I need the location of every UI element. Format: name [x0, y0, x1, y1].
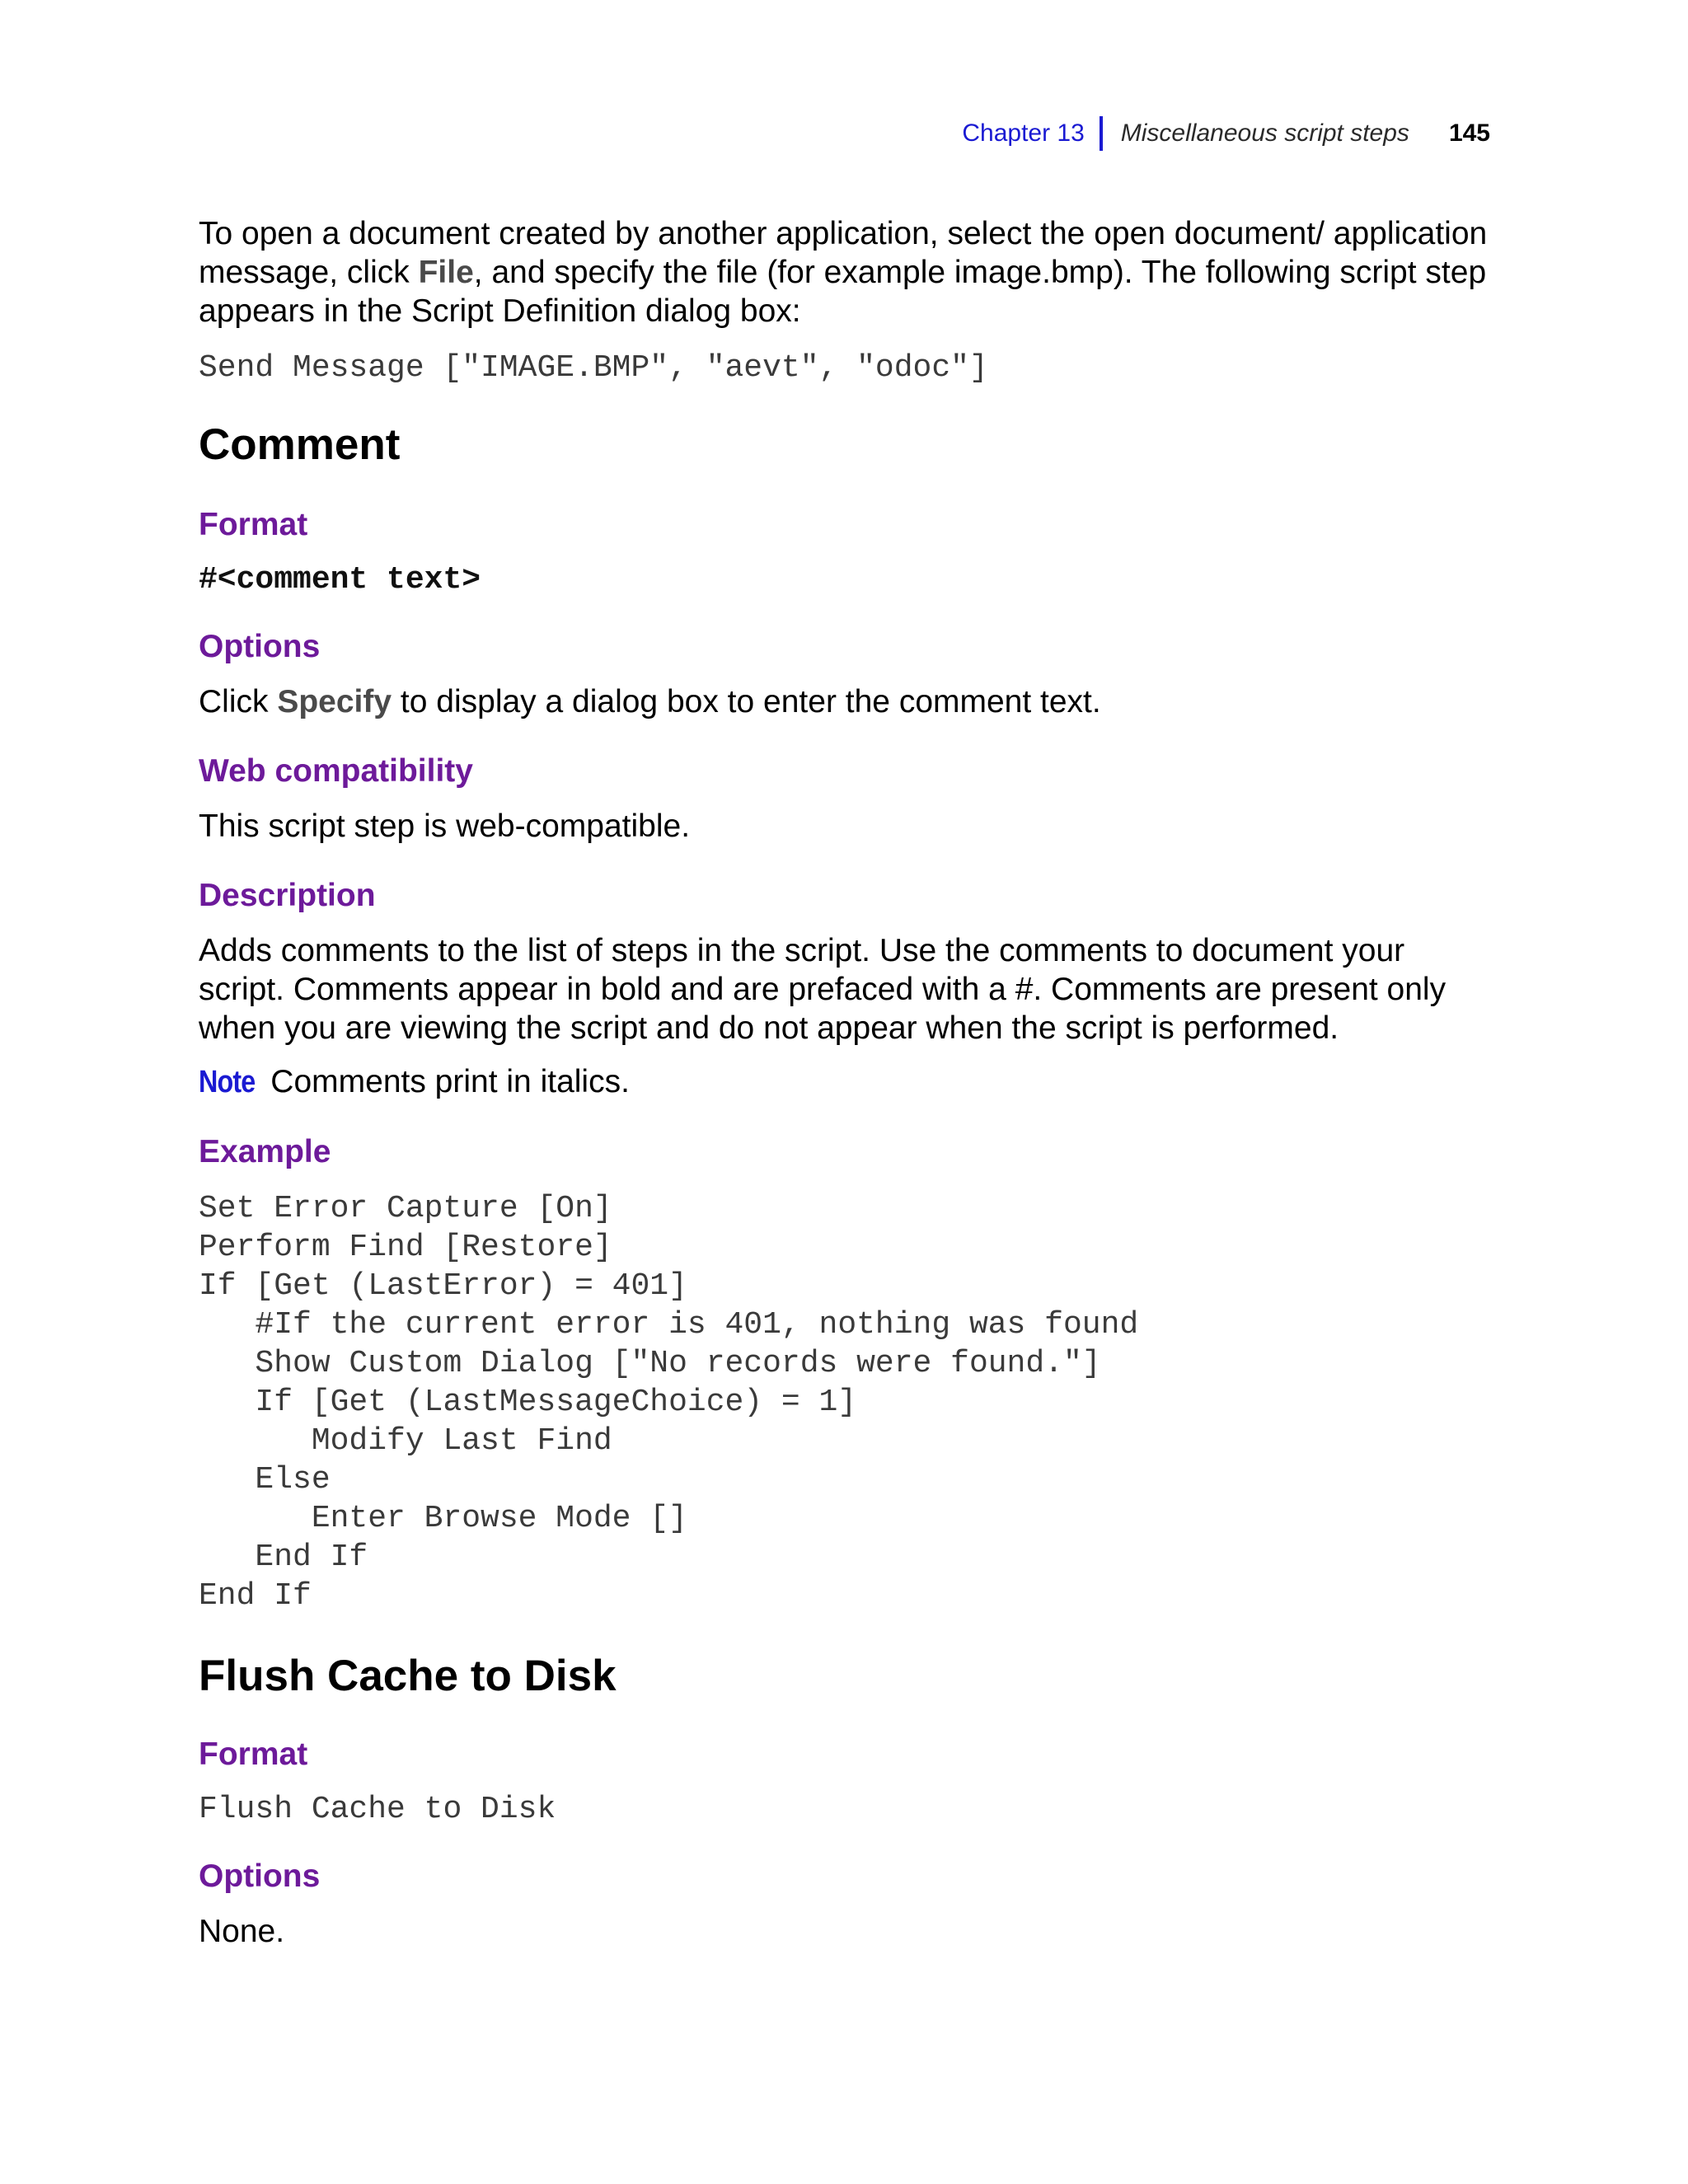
intro-paragraph [199, 214, 1493, 330]
comment-format-code: #<comment text> [199, 562, 481, 598]
example-code-line: Show Custom Dialog ["No records were found."] [199, 1346, 1101, 1381]
comment-web-text: This script step is web-compatible. [199, 808, 691, 844]
header-divider [1100, 116, 1103, 151]
note-label: Note [199, 1065, 256, 1099]
page-header [962, 114, 1490, 153]
example-code-line: Else [199, 1462, 331, 1497]
intro-text-before: To open a document created by another application, select the open document/ application message, click [199, 216, 1488, 290]
comment-options-heading: Options [199, 629, 321, 664]
comment-example-code [199, 1189, 1493, 1615]
comment-example-heading: Example [199, 1134, 331, 1169]
comment-options-before: Click [199, 684, 278, 719]
example-code-line: #If the current error is 401, nothing was found [199, 1307, 1139, 1343]
flush-options-heading: Options [199, 1858, 321, 1894]
flush-title: Flush Cache to Disk [199, 1652, 617, 1700]
comment-options-bold: Specify [277, 684, 392, 719]
example-code-line: Modify Last Find [199, 1423, 612, 1459]
comment-options-text [199, 682, 1493, 721]
example-code-line: If [Get (LastError) = 401] [199, 1268, 687, 1304]
comment-description-text: Adds comments to the list of steps in the script. Use the comments to document your script. Comments appear in bold and are prefaced with a #. Comments are present only when you are viewing the script and do not appear when the script is performed. [199, 933, 1447, 1046]
note-text: Comments print in italics. [270, 1064, 630, 1099]
flush-format-heading: Format [199, 1736, 308, 1772]
comment-description-heading: Description [199, 878, 376, 913]
example-code-line: If [Get (LastMessageChoice) = 1] [199, 1385, 857, 1420]
flush-format-code: Flush Cache to Disk [199, 1792, 556, 1827]
page-content [199, 214, 1493, 1951]
comment-options-after: to display a dialog box to enter the comment text. [392, 684, 1101, 719]
example-code-line: Enter Browse Mode [] [199, 1501, 687, 1536]
comment-title: Comment [199, 420, 401, 469]
intro-text-after: , and specify the file (for example image.bmp). The following script step appears in the Script Definition dialog box: [199, 255, 1487, 329]
comment-note [199, 1062, 1493, 1102]
example-code-line: End If [199, 1540, 368, 1575]
flush-options-text: None. [199, 1914, 285, 1949]
example-code-line: Perform Find [Restore] [199, 1230, 612, 1265]
example-code-line: End If [199, 1578, 312, 1614]
page-number: 145 [1448, 120, 1490, 147]
comment-format-heading: Format [199, 507, 308, 542]
intro-code: Send Message ["IMAGE.BMP", "aevt", "odoc"] [199, 350, 988, 386]
intro-bold-file: File [418, 255, 474, 290]
section-label: Miscellaneous script steps [1120, 120, 1409, 147]
example-code-line: Set Error Capture [On] [199, 1191, 612, 1226]
comment-web-heading: Web compatibility [199, 753, 473, 789]
chapter-label: Chapter 13 [962, 120, 1085, 147]
